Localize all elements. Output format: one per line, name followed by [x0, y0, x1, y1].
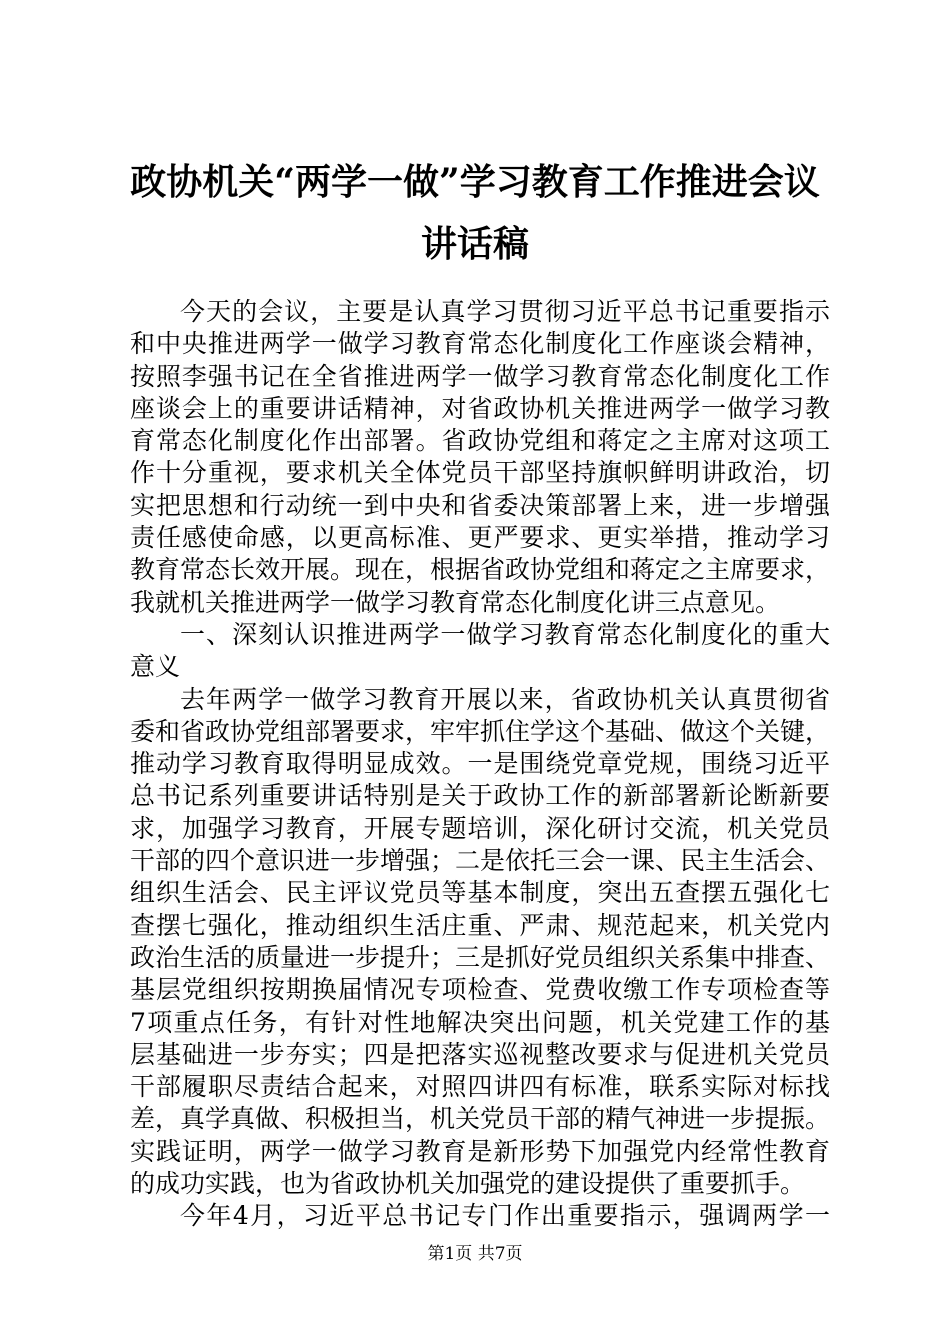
body-line: 座谈会上的重要讲话精神，对省政协机关推进两学一做学习教 — [130, 393, 830, 423]
body-line: 今年4月，习近平总书记专门作出重要指示，强调两学一 — [180, 1201, 830, 1231]
body-line: 今天的会议，主要是认真学习贯彻习近平总书记重要指示 — [180, 297, 830, 326]
body-line: 作十分重视，要求机关全体党员干部坚持旗帜鲜明讲政治，切 — [130, 458, 830, 488]
page-number-footer: 第1页 共7页 — [427, 1244, 523, 1264]
document-body — [130, 296, 830, 1233]
body-line: 干部的四个意识进一步增强；二是依托三会一课、民主生活会、 — [130, 846, 831, 876]
document-title-line-2: 讲话稿 — [420, 223, 529, 265]
body-line: 教育常态长效开展。现在，根据省政协党组和蒋定之主席要求， — [130, 555, 831, 585]
body-line: 和中央推进两学一做学习教育常态化制度化工作座谈会精神， — [130, 329, 830, 359]
body-line: 的成功实践，也为省政协机关加强党的建设提供了重要抓手。 — [130, 1169, 806, 1199]
section-heading-line: 一、深刻认识推进两学一做学习教育常态化制度化的重大 — [180, 619, 830, 649]
body-line: 基层党组织按期换届情况专项检查、党费收缴工作专项检查等 — [130, 975, 830, 1005]
body-line: 总书记系列重要讲话特别是关于政协工作的新部署新论断新要 — [130, 781, 830, 811]
body-line: 推动学习教育取得明显成效。一是围绕党章党规，围绕习近平 — [130, 749, 830, 779]
body-line: 委和省政协党组部署要求，牢牢抓住学这个基础、做这个关键， — [130, 716, 831, 746]
body-line: 组织生活会、民主评议党员等基本制度，突出五查摆五强化七 — [130, 878, 830, 908]
body-line: 育常态化制度化作出部署。省政协党组和蒋定之主席对这项工 — [130, 426, 830, 456]
body-line: 政治生活的质量进一步提升；三是抓好党员组织关系集中排查、 — [130, 942, 831, 972]
body-line: 干部履职尽责结合起来，对照四讲四有标准，联系实际对标找 — [130, 1072, 830, 1102]
body-line: 实践证明，两学一做学习教育是新形势下加强党内经常性教育 — [130, 1136, 830, 1166]
body-line: 责任感使命感，以更高标准、更严要求、更实举措，推动学习 — [130, 523, 830, 553]
section-heading-line: 意义 — [130, 652, 181, 682]
body-line: 按照李强书记在全省推进两学一做学习教育常态化制度化工作 — [130, 361, 830, 391]
body-line: 差，真学真做、积极担当，机关党员干部的精气神进一步提振。 — [130, 1104, 831, 1134]
body-line: 我就机关推进两学一做学习教育常态化制度化讲三点意见。 — [130, 587, 781, 617]
body-line: 7项重点任务，有针对性地解决突出问题，机关党建工作的基 — [130, 1007, 830, 1037]
body-line: 求，加强学习教育，开展专题培训，深化研讨交流，机关党员 — [130, 813, 830, 843]
body-line: 实把思想和行动统一到中央和省委决策部署上来，进一步增强 — [130, 490, 830, 520]
body-line: 层基础进一步夯实；四是把落实巡视整改要求与促进机关党员 — [130, 1039, 830, 1069]
body-line: 查摆七强化，推动组织生活庄重、严肃、规范起来，机关党内 — [130, 910, 830, 940]
body-line: 去年两学一做学习教育开展以来，省政协机关认真贯彻省 — [180, 684, 830, 714]
document-title-line-1: 政协机关“两学一做”学习教育工作推进会议 — [130, 161, 820, 203]
